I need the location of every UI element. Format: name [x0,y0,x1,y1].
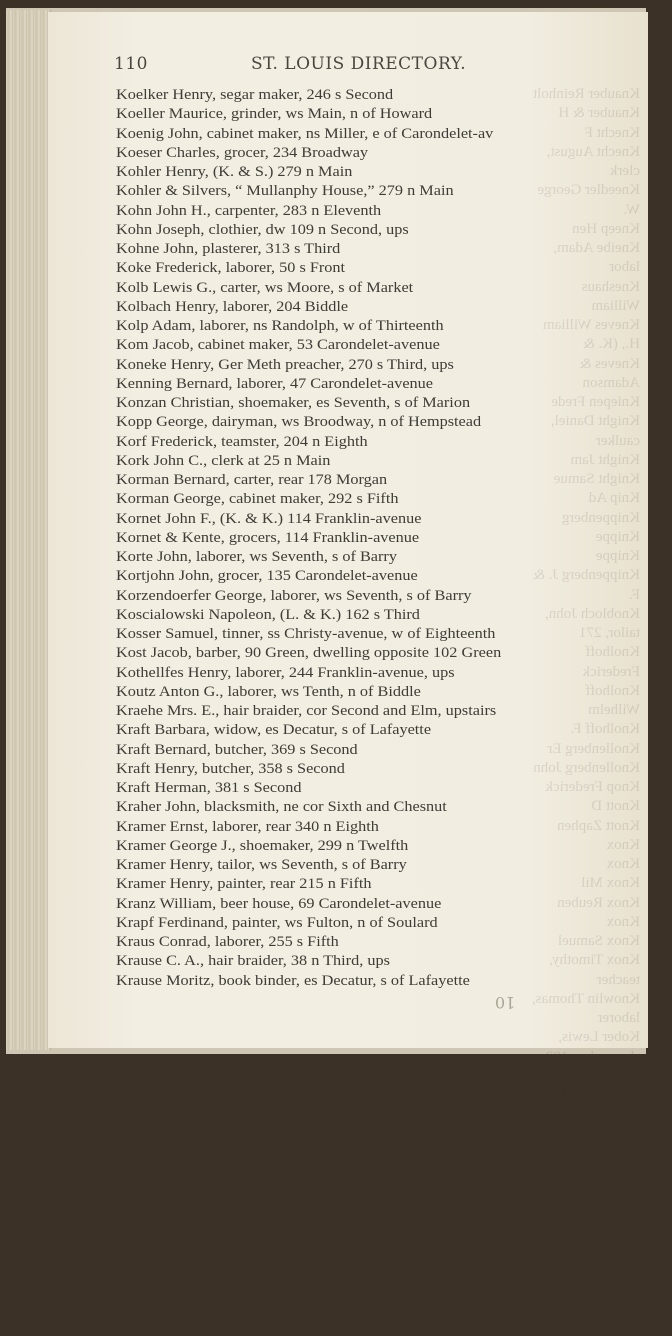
bleed-through-line: Koberg Diedrich, labo [535,1087,640,1123]
directory-entry: Kolp Adam, laborer, ns Randolph, w of Thirteenth [116,317,444,334]
directory-entry: Kost Jacob, barber, 90 Green, dwelling opposite 102 Green [116,644,502,662]
directory-entry: Korman Bernard, carter, rear 178 Morgan [116,471,388,488]
directory-entry: Kramer Henry, painter, rear 215 n Fifth [116,875,372,893]
directory-entry: Kraft Bernard, butcher, 369 s Second [116,740,358,758]
directory-entry: Kohn John H., carpenter, 283 n Eleventh [116,201,382,219]
directory-entry: Kom Jacob, cabinet maker, 53 Carondelet-avenue [116,336,440,354]
directory-entry: Kraher John, blacksmith, ne cor Sixth and Chesnut [116,798,447,816]
bleed-through-line: Koch Peter, carpenter, 210 [554,1241,640,1277]
directory-entry: Koutz Anton G., laborer, ws Tenth, n of Biddle [116,682,421,700]
directory-entry: Kraft Henry, butcher, 358 s Second [116,759,345,777]
directory-entry: Kork John C., clerk at 25 n Main [116,451,331,469]
directory-entry: Koenig John, cabinet maker, ns Miller, e of Carondelet-av [116,124,494,142]
directory-entry: Krause Moritz, book binder, es Decatur, s of Lafayette [116,971,470,989]
signature-mark: 10 [495,993,516,1012]
directory-entry: Korzendoerfer George, laborer, ws Seventh, s of Barry [116,586,472,604]
bleed-through-line: shoemaker, 192 [545,1048,640,1065]
bleed-through-line: Koch William, labo [551,1279,640,1315]
bleed-through-line: Koch John F. [560,1202,640,1219]
directory-entry: Koke Frederick, laborer, 50 s Front [116,259,346,277]
directory-entry: Krause C. A., hair braider, 38 n Third, ups [116,952,390,970]
directory-entry: Kranz William, beer house, 69 Carondelet-avenue [116,894,442,912]
bleed-through-line: Koch Henry, watchm [563,1164,640,1200]
directory-entry: Kortjohn John, grocer, 135 Carondelet-avenue [116,567,418,585]
directory-entries [116,85,672,990]
page-edges-stack [6,10,51,1050]
directory-entry: Kohne John, plasterer, 313 s Third [116,240,341,257]
directory-entry: Korman George, cabinet maker, 292 s Fifth [116,490,399,508]
bleed-through-line: Koch Frederick [546,1144,640,1161]
bleed-through-line: Kober Yorick [559,1067,640,1084]
directory-entry: Korf Frederick, teamster, 204 n Eighth [116,432,368,450]
directory-entry: Kornet & Kente, grocers, 114 Franklin-avenue [116,528,420,546]
directory-entry: Kornet John F., (K. & K.) 114 Franklin-avenue [116,509,422,527]
directory-entry: Krapf Ferdinand, painter, ws Fulton, n of Soulard [116,913,438,931]
directory-entry: Kraus Conrad, laborer, 255 s Fifth [116,933,339,950]
directory-entry: Kohler Henry, (K. & S.) 279 n Main [116,163,353,180]
bleed-through-line: Koch John L. [558,1221,640,1238]
directory-entry: Koneke Henry, Ger Meth preacher, 270 s Third, ups [116,355,454,373]
directory-entry: Koeser Charles, grocer, 234 Broadway [116,143,369,161]
directory-entry: Konzan Christian, shoemaker, es Seventh, s of Marion [116,394,471,411]
running-title: ST. LOUIS DIRECTORY. [251,54,467,74]
page-header [114,54,614,78]
directory-entry: Koelker Henry, segar maker, 246 s Second [116,86,394,103]
directory-entry: Kraft Herman, 381 s Second [116,779,302,796]
directory-entry: Kenning Bernard, laborer, 47 Carondelet-avenue [116,374,434,392]
directory-entry: Kolbach Henry, laborer, 204 Biddle [116,297,349,315]
page-number: 110 [114,54,148,74]
directory-entry: Kramer George J., shoemaker, 299 n Twelfth [116,836,409,854]
bleed-through-line: Koch Albert, bar [539,1125,640,1142]
bleed-through-line: Koelker [591,1318,640,1334]
directory-entry: Kopp George, dairyman, ws Broodway, n of Hempstead [116,413,482,431]
directory-entry: Kraft Barbara, widow, es Decatur, s of Lafayette [116,721,432,739]
directory-entry: Kramer Henry, tailor, ws Seventh, s of Barry [116,856,407,873]
directory-entry: Kosser Samuel, tinner, ss Christy-avenue, w of Eighteenth [116,625,496,642]
directory-entry: Kraehe Mrs. E., hair braider, cor Second and Elm, upstairs [116,702,497,719]
directory-entry: Kohler & Silvers, “ Mullanphy House,” 279 n Main [116,182,454,200]
directory-entry: Koeller Maurice, grinder, ws Main, n of Howard [116,105,433,123]
directory-entry: Kothellfes Henry, laborer, 244 Franklin-avenue, ups [116,663,455,681]
directory-entry: Kohn Joseph, clothier, dw 109 n Second, ups [116,220,409,238]
directory-entry: Kramer Ernst, laborer, rear 340 n Eighth [116,817,379,835]
directory-entry: Koscialowski Napoleon, (L. & K.) 162 s Third [116,605,420,623]
directory-entry: Kolb Lewis G., carter, ws Moore, s of Market [116,278,414,296]
directory-entry: Korte John, laborer, ws Seventh, s of Barry [116,548,397,565]
